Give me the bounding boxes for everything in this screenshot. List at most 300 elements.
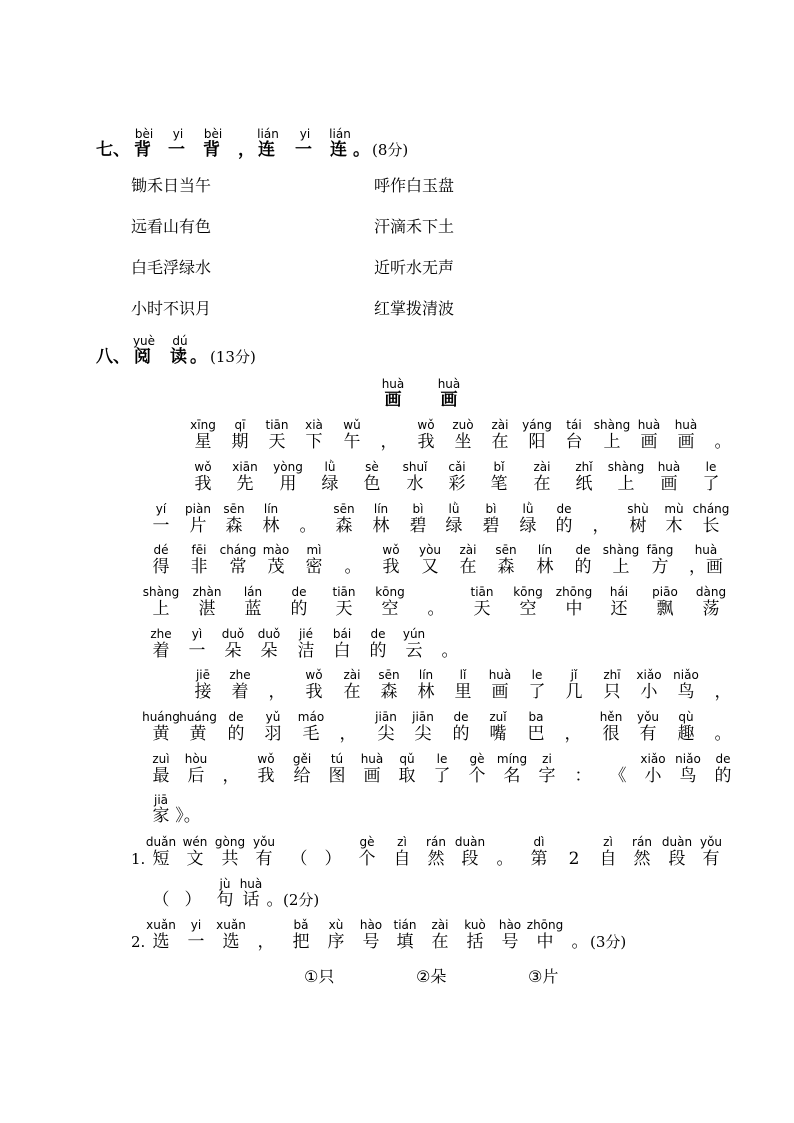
story-line-7-pinyin: jǐ [570, 668, 578, 682]
story-line-7-char: 我 [305, 682, 323, 702]
story-line-1-pinyin: tái [566, 418, 582, 432]
poem-left-line: 远看山有色 [131, 217, 212, 236]
story-line-7-char: 小 [640, 682, 658, 702]
section-8-title-char: 。 [190, 347, 207, 367]
story-line-7-pinyin: niǎo [673, 668, 699, 682]
story-line-8-pinyin: jiān [375, 710, 397, 724]
story-line-2-char: 绿 [321, 474, 339, 494]
question-2-char: 一 [187, 932, 205, 952]
story-line-2-char: 色 [363, 474, 381, 494]
section-7-title-char: 背 [134, 140, 151, 160]
question-1-line1-pinyin: dì [533, 835, 545, 849]
story-line-7-char: 几 [565, 682, 583, 702]
story-line-6-pinyin: jié [298, 627, 314, 641]
question-2-char: 号 [501, 932, 519, 952]
story-line-5-char: 还 [610, 599, 628, 619]
story-line-3-char: 碧 [409, 516, 427, 536]
story-line-4-pinyin: dé [153, 543, 169, 557]
story-line-9-pinyin: gè [469, 752, 485, 766]
story-line-7-char: 鸟 [677, 682, 695, 702]
poem-right-line: 呼作白玉盘 [374, 176, 455, 195]
story-line-9-pinyin: xiǎo [640, 752, 666, 766]
story-line-6-pinyin: bái [332, 627, 352, 641]
story-line-9-pinyin: hòu [184, 752, 208, 766]
story-line-8-pinyin: zuǐ [489, 710, 507, 724]
question-1-line2-char: （ [152, 890, 170, 910]
story-line-9-char: 鸟 [679, 766, 697, 786]
story-line-9-pinyin: qǔ [399, 752, 415, 766]
story-line-2-char: 彩 [448, 474, 466, 494]
story-line-4-pinyin: lín [537, 543, 553, 557]
story-line-6-char: 白 [333, 641, 351, 661]
story-line-5-pinyin: zhàn [192, 585, 222, 599]
story-line-7-char: 接 [194, 682, 212, 702]
story-line-9-pinyin: le [436, 752, 448, 766]
story-line-2-pinyin: xiān [232, 460, 258, 474]
story-line-9-char: 字 [538, 766, 556, 786]
story-line-4-pinyin: sēn [495, 543, 517, 557]
story-line-6-char: 云 [405, 641, 423, 661]
story-line-4-char: 茂 [267, 557, 285, 577]
story-line-2-char: 水 [406, 474, 424, 494]
story-line-9-char: 最 [152, 766, 170, 786]
question-2-char: 选 [222, 932, 240, 952]
story-line-6-pinyin: duǒ [221, 627, 245, 641]
story-line-9-pinyin: tú [330, 752, 344, 766]
section-7-title-char: 连 [330, 140, 347, 160]
question-1-line2-pinyin: jù [219, 877, 231, 891]
question-1-line2-char: 句 [216, 890, 234, 910]
story-line-1-char: 画 [677, 432, 695, 452]
story-line-1-pinyin: tiān [265, 418, 289, 432]
story-title-pinyin: huà [381, 377, 405, 391]
story-line-3-char: ， [592, 516, 610, 536]
story-line-4-pinyin: shàng [602, 543, 640, 557]
story-line-9-char: 画 [363, 766, 381, 786]
story-line-4-char: 又 [421, 557, 439, 577]
question-1-line1-pinyin: duàn [454, 835, 486, 849]
story-line-3-char: 森 [225, 516, 243, 536]
story-line-2-char: 了 [702, 474, 720, 494]
question-2-char: 选 [152, 932, 170, 952]
section-7-title-char: 一 [295, 140, 312, 160]
story-line-9-char: ， [222, 766, 240, 786]
story-line-9-pinyin: huà [360, 752, 384, 766]
story-line-9-char: 小 [644, 766, 662, 786]
story-line-4-char: 密 [305, 557, 323, 577]
section-7-title-pinyin: lián [329, 127, 351, 141]
story-line-4-char: 我 [382, 557, 400, 577]
story-line-6-char: 的 [369, 641, 387, 661]
question-2-number: 2. [131, 933, 146, 951]
question-2-char: ， [257, 932, 275, 952]
story-line-3-pinyin: shù [627, 502, 649, 516]
story-line-5-char: 飘 [656, 599, 674, 619]
story-line-4-char: 。 [344, 557, 362, 577]
story-line-7-pinyin: wǒ [305, 668, 323, 682]
story-line-3-char: 碧 [482, 516, 500, 536]
story-line-8-char: 有 [639, 724, 657, 744]
story-line-4-char: ，画 [689, 557, 723, 577]
story-line-2-pinyin: shàng [607, 460, 645, 474]
story-line-9-pinyin: de [715, 752, 731, 766]
story-line-10-char: 家 [152, 806, 170, 826]
question-1-line2-char: 。 [266, 890, 284, 910]
story-line-3-pinyin: cháng [692, 502, 730, 516]
question-2-char: 号 [362, 932, 380, 952]
story-line-7-char: ， [714, 682, 732, 702]
story-line-3-char: 长 [702, 516, 720, 536]
question-2-char: 序 [327, 932, 345, 952]
question-2-points: (3分) [590, 933, 627, 951]
story-line-3-char: 林 [262, 516, 280, 536]
story-line-6-pinyin: duǒ [257, 627, 281, 641]
story-line-2-char: 我 [194, 474, 212, 494]
question-1-line1-char: 有 [255, 849, 273, 869]
section-7-title-pinyin: yi [172, 127, 184, 141]
story-line-5-char: 荡 [702, 599, 720, 619]
story-line-3-char: 木 [665, 516, 683, 536]
story-line-5-pinyin: kōng [375, 585, 405, 599]
story-line-7-char: 了 [528, 682, 546, 702]
story-line-8-char: 尖 [377, 724, 395, 744]
story-line-2-char: 纸 [575, 474, 593, 494]
story-line-4-pinyin: zài [459, 543, 477, 557]
story-line-9-char: 个 [468, 766, 486, 786]
story-line-8-char: 很 [602, 724, 620, 744]
story-line-1-char: 期 [231, 432, 249, 452]
story-line-8-pinyin: huáng [179, 710, 217, 724]
story-line-6-char: 一 [188, 641, 206, 661]
poem-right-line: 红掌拨清波 [374, 299, 455, 318]
story-line-4-pinyin: fāng [646, 543, 674, 557]
question-1-line1-pinyin: zì [397, 835, 407, 849]
story-line-7-char: 里 [454, 682, 472, 702]
story-line-5-char: 。 [427, 599, 445, 619]
story-line-5-pinyin: tiān [332, 585, 356, 599]
story-line-6-char: 朵 [260, 641, 278, 661]
story-line-9-char: 我 [257, 766, 275, 786]
question-1-line1-char: 。 [496, 849, 514, 869]
story-line-3-char: 树 [629, 516, 647, 536]
story-line-8-pinyin: de [453, 710, 469, 724]
story-line-5-char: 天 [335, 599, 353, 619]
question-1-line1-char: 文 [186, 849, 204, 869]
story-line-1-pinyin: qī [234, 418, 246, 432]
story-line-3-char: 绿 [519, 516, 537, 536]
story-line-2-pinyin: bǐ [493, 460, 505, 474]
story-line-9-char: 名 [503, 766, 521, 786]
story-line-8-char: 黄 [189, 724, 207, 744]
story-line-1-pinyin: zuò [452, 418, 474, 432]
story-line-8-pinyin: ba [528, 710, 544, 724]
story-line-9-char: 给 [293, 766, 311, 786]
poem-left-line: 小时不识月 [131, 299, 212, 318]
section-7-title-pinyin: bèi [134, 127, 154, 141]
question-1-number: 1. [131, 850, 146, 868]
story-line-2-char: 笔 [490, 474, 508, 494]
story-line-2-pinyin: zài [533, 460, 551, 474]
story-line-1-char: 星 [194, 432, 212, 452]
story-line-1-char: 台 [565, 432, 583, 452]
story-line-3-pinyin: lǜ [448, 502, 460, 516]
story-line-4-pinyin: fēi [191, 543, 207, 557]
option-3: ③片 [528, 967, 559, 986]
question-1-line1-char: 自 [393, 849, 411, 869]
story-line-2-pinyin: zhǐ [575, 460, 593, 474]
story-line-1-char: 下 [305, 432, 323, 452]
section-8-title-pinyin: yuè [132, 334, 156, 348]
section-7-number: 七、 [96, 140, 130, 160]
story-line-4-pinyin: mào [262, 543, 290, 557]
story-line-6-char: 着 [152, 641, 170, 661]
story-line-2-pinyin: lǜ [324, 460, 336, 474]
story-line-9-pinyin: niǎo [675, 752, 701, 766]
story-line-8-char: 的 [227, 724, 245, 744]
question-1-line1-pinyin: wén [182, 835, 208, 849]
section-8-title-pinyin: dú [172, 334, 188, 348]
story-line-5-char: 天 [473, 599, 491, 619]
story-line-8-char: 趣 [677, 724, 695, 744]
story-line-6-pinyin: yún [402, 627, 426, 641]
question-2-char: 括 [466, 932, 484, 952]
story-line-1-char: 画 [640, 432, 658, 452]
story-line-4-char: 上 [612, 557, 630, 577]
question-2-pinyin: tián [393, 918, 417, 932]
story-line-3-pinyin: piàn [185, 502, 211, 516]
story-line-8-pinyin: yǒu [636, 710, 660, 724]
question-1-line1-pinyin: rán [632, 835, 652, 849]
question-1-line1-char: 有 [702, 849, 720, 869]
story-line-7-char: 森 [380, 682, 398, 702]
story-title-pinyin: huà [437, 377, 461, 391]
story-line-3-char: 一 [152, 516, 170, 536]
section-7-title-char: 一 [168, 140, 185, 160]
story-line-3-pinyin: bì [412, 502, 424, 516]
story-line-7-char: ， [268, 682, 286, 702]
story-line-7-pinyin: zài [343, 668, 361, 682]
question-1-line1-pinyin: gè [359, 835, 375, 849]
section-7-title-pinyin: lián [257, 127, 279, 141]
story-line-5-pinyin: hái [609, 585, 629, 599]
story-line-2-char: 画 [660, 474, 678, 494]
story-line-9-char: 的 [714, 766, 732, 786]
section-7-title-char: 连 [258, 140, 275, 160]
question-2-char: 把 [292, 932, 310, 952]
story-line-1-char: 上 [603, 432, 621, 452]
story-line-5-pinyin: tiān [470, 585, 494, 599]
story-line-4-pinyin: huà [694, 543, 718, 557]
story-line-2-char: 用 [279, 474, 297, 494]
question-1-line1-pinyin: yǒu [252, 835, 276, 849]
story-line-8-char: 嘴 [489, 724, 507, 744]
story-line-1-pinyin: wǒ [417, 418, 435, 432]
section-7-title-char: ， [238, 140, 255, 160]
story-line-4-char: 得 [152, 557, 170, 577]
story-line-3-pinyin: sēn [223, 502, 245, 516]
story-line-6-char: 。 [441, 641, 459, 661]
section-7-title-pinyin: bèi [203, 127, 223, 141]
question-1-points: (2分) [283, 891, 320, 909]
story-line-3-pinyin: sēn [333, 502, 355, 516]
question-1-line1-pinyin: zì [603, 835, 613, 849]
story-line-7-char: 画 [491, 682, 509, 702]
question-1-line1-char: 然 [633, 849, 651, 869]
story-line-7-pinyin: jiē [195, 668, 211, 682]
story-line-7-pinyin: huà [488, 668, 512, 682]
story-line-8-char: 。 [714, 724, 732, 744]
question-1-line2-char: ） [184, 890, 202, 910]
question-1-line1-char: 段 [461, 849, 479, 869]
story-line-8-pinyin: hěn [599, 710, 623, 724]
question-1-line1-char: 段 [668, 849, 686, 869]
question-1-line2-char: 话 [242, 890, 260, 910]
story-line-2-char: 先 [236, 474, 254, 494]
story-line-9-char: ： [574, 766, 592, 786]
story-line-4-char: 林 [536, 557, 554, 577]
story-line-4-pinyin: mì [306, 543, 322, 557]
story-line-1-pinyin: yáng [522, 418, 552, 432]
question-2-pinyin: zhōng [526, 918, 564, 932]
question-1-line1-pinyin: duǎn [145, 835, 177, 849]
story-line-5-char: 上 [152, 599, 170, 619]
story-line-5-pinyin: kōng [513, 585, 543, 599]
story-line-5-pinyin: dàng [695, 585, 727, 599]
story-line-4-char: 在 [459, 557, 477, 577]
story-line-9-char: 图 [328, 766, 346, 786]
story-line-3-char: 林 [372, 516, 390, 536]
story-line-8-pinyin: jiān [412, 710, 434, 724]
story-line-2-pinyin: wǒ [194, 460, 212, 474]
story-line-7-char: 在 [343, 682, 361, 702]
story-line-8-pinyin: huáng [142, 710, 180, 724]
story-line-4-char: 方 [651, 557, 669, 577]
story-line-10-pinyin: jiā [153, 793, 169, 807]
question-2-pinyin: kuò [464, 918, 486, 932]
story-line-3-pinyin: lín [373, 502, 389, 516]
question-1-line1-char: 共 [221, 849, 239, 869]
story-line-4-char: 常 [229, 557, 247, 577]
story-line-8-char: 巴 [527, 724, 545, 744]
story-line-1-pinyin: huà [637, 418, 661, 432]
story-line-4-char: 的 [574, 557, 592, 577]
story-line-5-char: 湛 [198, 599, 216, 619]
question-2-pinyin: xuǎn [216, 918, 246, 932]
poem-left-line: 锄禾日当午 [131, 176, 212, 195]
section-8-title-char: 读 [170, 347, 187, 367]
story-line-5-char: 空 [381, 599, 399, 619]
story-line-3-char: 森 [335, 516, 353, 536]
story-line-9-pinyin: wǒ [257, 752, 275, 766]
question-2-pinyin: hào [359, 918, 383, 932]
story-line-9-pinyin: míng [496, 752, 528, 766]
story-line-3-char: 绿 [445, 516, 463, 536]
story-line-3-pinyin: mù [664, 502, 684, 516]
story-line-1-pinyin: zài [491, 418, 509, 432]
story-line-4-pinyin: de [575, 543, 591, 557]
question-2-pinyin: yi [190, 918, 202, 932]
story-line-1-char: 午 [343, 432, 361, 452]
question-2-pinyin: zài [431, 918, 449, 932]
story-line-1-pinyin: xià [305, 418, 323, 432]
section-7-title-pinyin: yi [299, 127, 311, 141]
story-line-7-pinyin: le [531, 668, 543, 682]
story-line-3-pinyin: lín [263, 502, 279, 516]
story-line-4-pinyin: cháng [219, 543, 257, 557]
section-7-title-char: 。 [353, 140, 370, 160]
question-1-line1-char: 个 [358, 849, 376, 869]
story-line-4-pinyin: yòu [418, 543, 442, 557]
section-8-points: (13分) [210, 348, 256, 366]
question-1-line1-char: 然 [427, 849, 445, 869]
question-1-line1-pinyin: duàn [661, 835, 693, 849]
story-line-4-pinyin: wǒ [382, 543, 400, 557]
story-line-3-pinyin: yí [155, 502, 167, 516]
story-line-7-pinyin: xiǎo [636, 668, 662, 682]
story-line-1-char: 我 [417, 432, 435, 452]
story-line-2-char: 上 [617, 474, 635, 494]
section-8-number: 八、 [96, 347, 130, 367]
story-line-5-pinyin: piāo [652, 585, 678, 599]
story-line-7-char: 只 [603, 682, 621, 702]
story-line-6-char: 洁 [297, 641, 315, 661]
question-1-line1-char: 自 [599, 849, 617, 869]
story-line-3-char: 片 [189, 516, 207, 536]
story-line-10-char: 》。 [175, 806, 201, 826]
poem-left-line: 白毛浮绿水 [131, 258, 212, 277]
poem-right-line: 近听水无声 [374, 258, 455, 277]
section-8-title-char: 阅 [134, 347, 151, 367]
question-2-char: 中 [536, 932, 554, 952]
story-line-1-char: 天 [268, 432, 286, 452]
story-line-5-char: 空 [519, 599, 537, 619]
story-line-5-pinyin: lán [243, 585, 263, 599]
story-line-4-char: 森 [497, 557, 515, 577]
option-2: ②朵 [416, 967, 447, 986]
story-line-7-pinyin: zhe [229, 668, 251, 682]
section-7-points: (8分) [372, 141, 409, 159]
story-line-2-pinyin: yòng [273, 460, 303, 474]
story-line-3-pinyin: de [556, 502, 572, 516]
story-line-8-pinyin: máo [297, 710, 325, 724]
story-line-1-char: 。 [714, 432, 732, 452]
story-line-9-char: 《 [609, 766, 627, 786]
poem-right-line: 汗滴禾下土 [374, 217, 455, 236]
section-7-title-char: 背 [203, 140, 220, 160]
question-1-line2-pinyin: huà [239, 877, 263, 891]
story-line-9-char: 了 [433, 766, 451, 786]
story-line-3-char: 。 [299, 516, 317, 536]
story-line-8-pinyin: yǔ [265, 710, 281, 724]
question-2-char: 在 [431, 932, 449, 952]
story-line-5-pinyin: zhōng [555, 585, 593, 599]
story-line-8-char: 羽 [264, 724, 282, 744]
story-line-1-char: ， [380, 432, 398, 452]
story-line-8-char: 毛 [302, 724, 320, 744]
story-line-8-pinyin: qù [678, 710, 694, 724]
story-line-3-pinyin: lǜ [522, 502, 534, 516]
question-1-line1-pinyin: yǒu [699, 835, 723, 849]
story-line-7-char: 着 [231, 682, 249, 702]
story-title-char: 画 [440, 390, 458, 410]
story-line-1-pinyin: wǔ [343, 418, 361, 432]
story-line-9-pinyin: zi [542, 752, 552, 766]
story-line-8-char: ， [339, 724, 357, 744]
story-line-6-pinyin: zhe [150, 627, 172, 641]
story-line-6-char: 朵 [224, 641, 242, 661]
story-line-7-char: 林 [417, 682, 435, 702]
story-title-char: 画 [384, 390, 402, 410]
